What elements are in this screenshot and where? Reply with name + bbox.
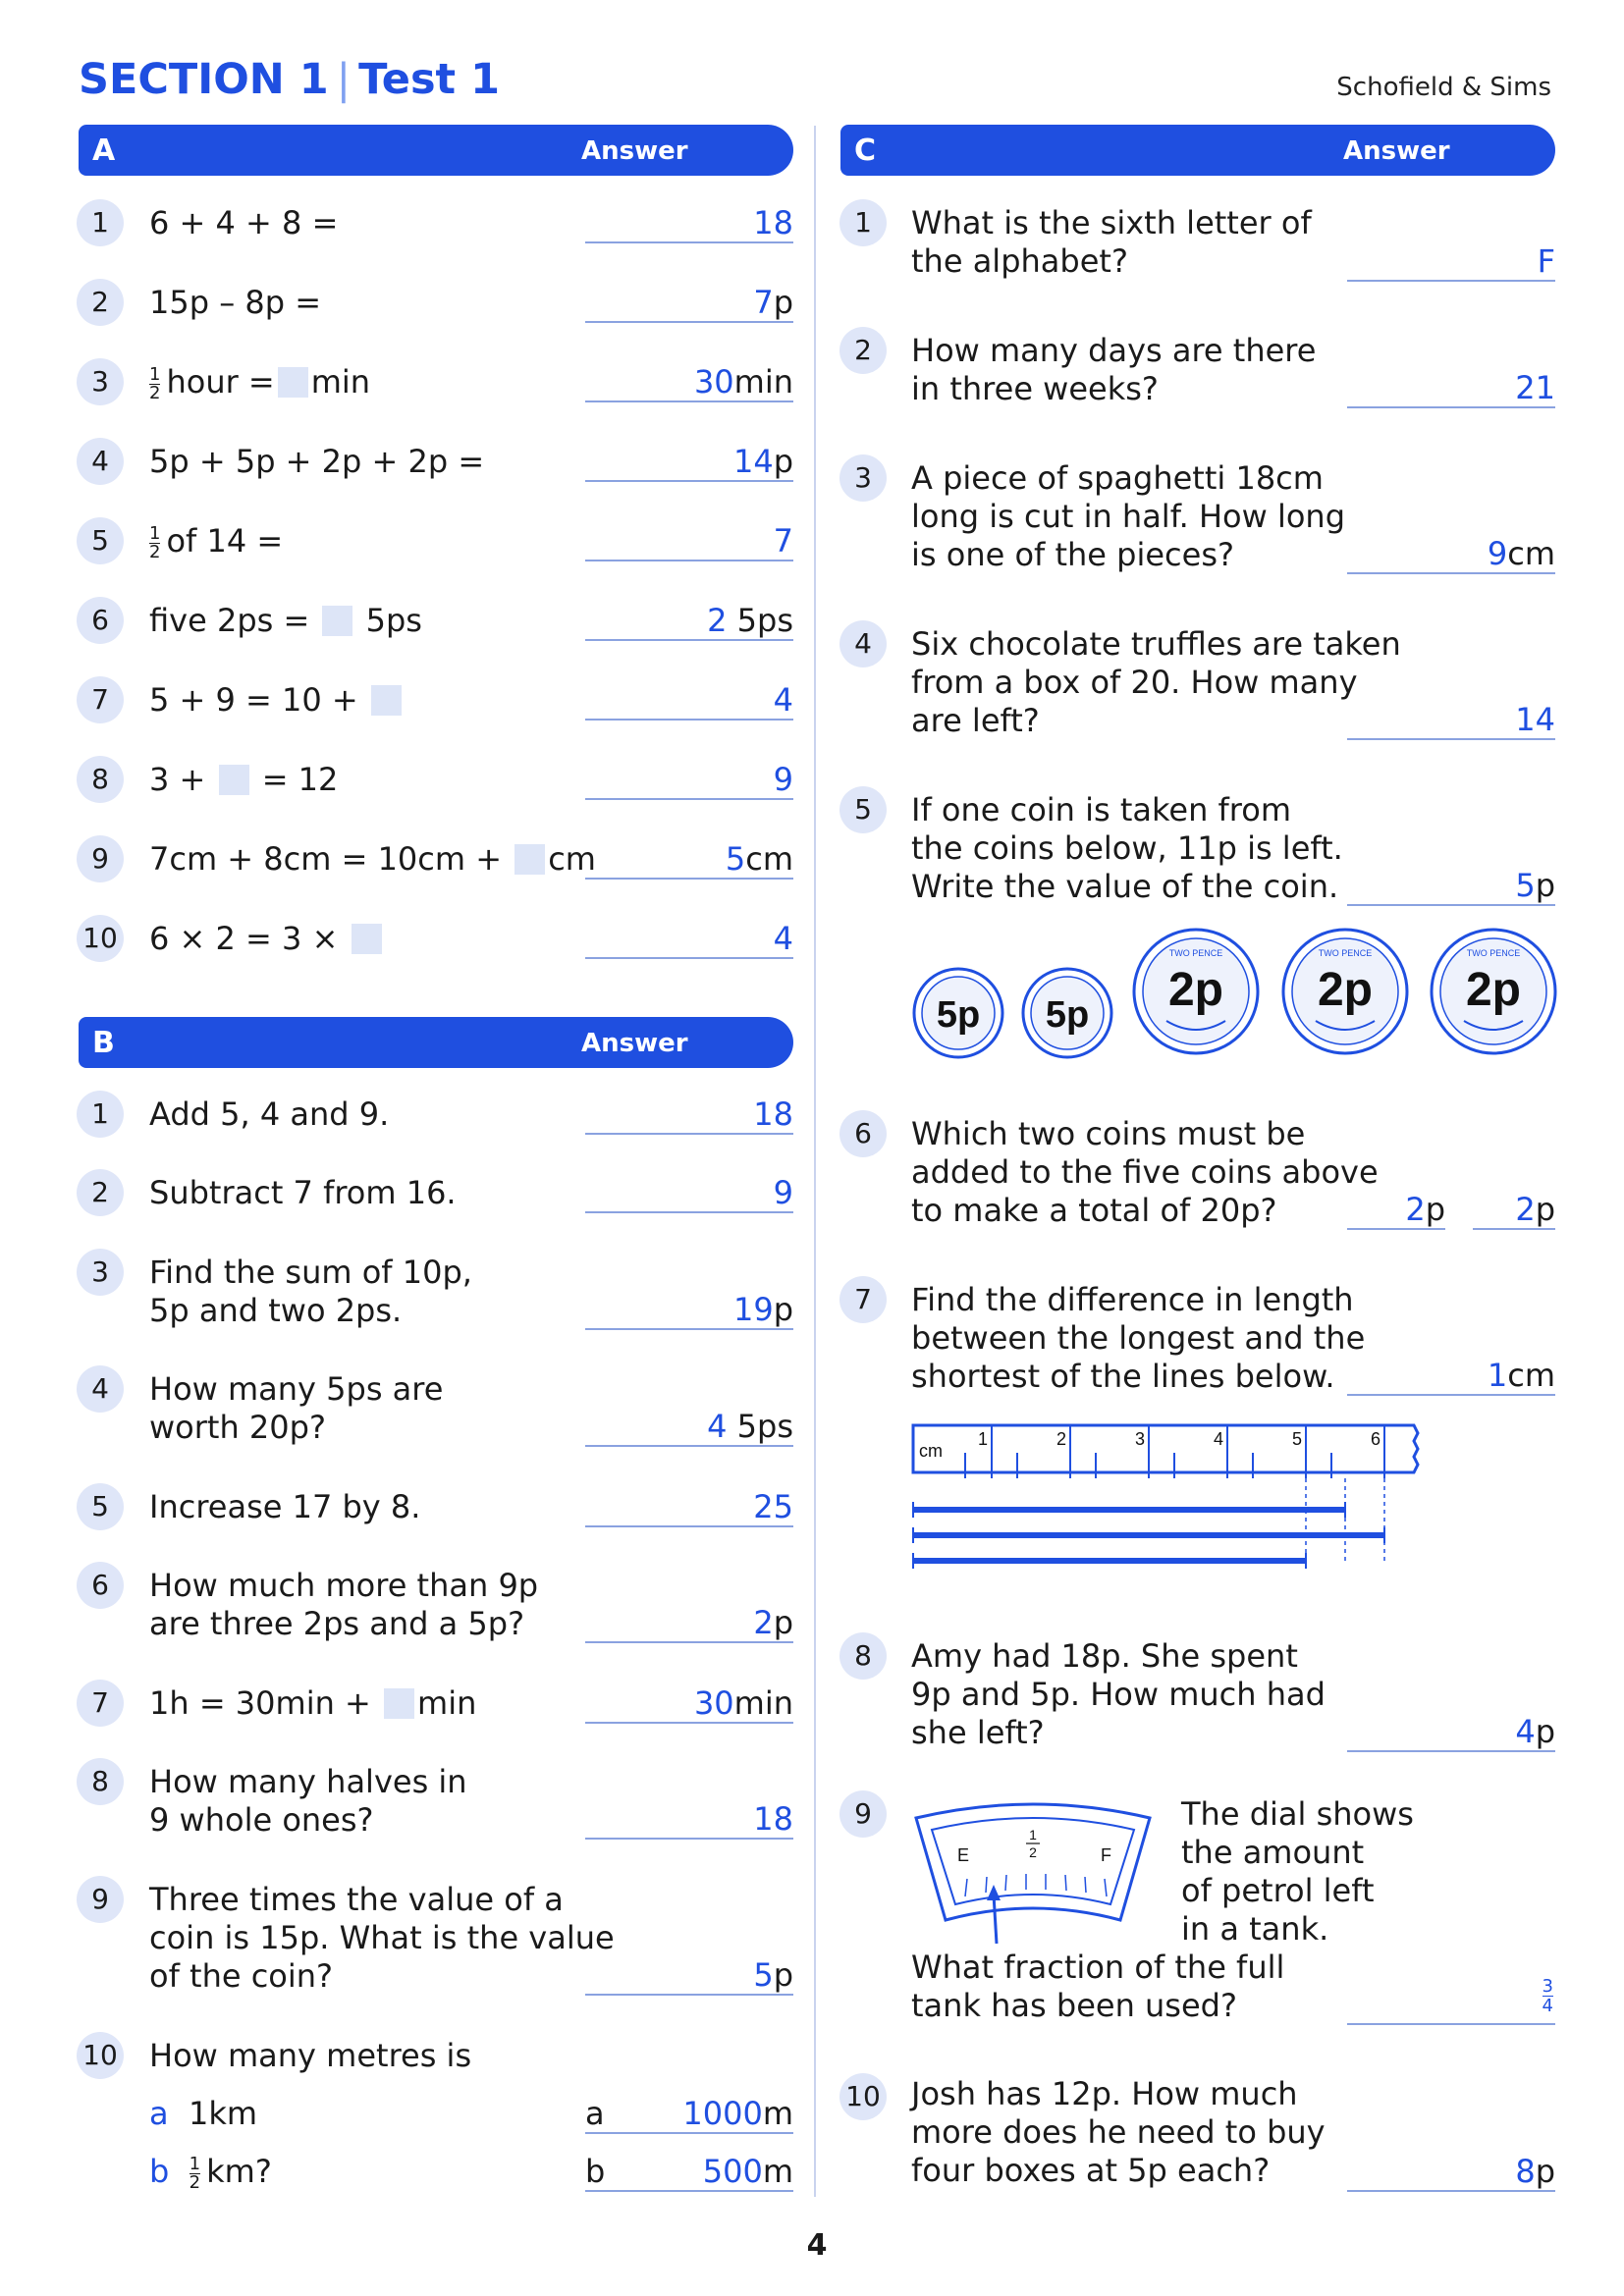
answer-value: 30min bbox=[693, 363, 793, 400]
question-number: 8 bbox=[839, 1632, 887, 1680]
answer-value: 5p bbox=[753, 1956, 793, 1994]
question-number: 10 bbox=[77, 2032, 124, 2079]
answer-heading: Answer bbox=[1343, 136, 1450, 166]
question-text: Josh has 12p. How much more does he need to buy four boxes at 5p each? bbox=[911, 2075, 1326, 2189]
answer-line bbox=[585, 400, 793, 402]
answer-value: 14p bbox=[732, 443, 793, 480]
question-text: How many days are there in three weeks? bbox=[911, 332, 1317, 407]
sub-answer-label-a: a bbox=[585, 2095, 605, 2132]
question-text: If one coin is taken from the coins below, 11p is left. Write the value of the coin. bbox=[911, 791, 1343, 905]
answer-line bbox=[585, 560, 793, 561]
answer-line bbox=[1347, 1228, 1445, 1230]
question-text: How many metres is bbox=[149, 2037, 472, 2074]
question-number: 3 bbox=[77, 358, 124, 405]
answer-value: 14 bbox=[1515, 701, 1555, 738]
section-letter: C bbox=[854, 133, 877, 168]
question-number: 2 bbox=[839, 327, 887, 374]
question-text: Six chocolate truffles are taken from a box of 20. How many are left? bbox=[911, 625, 1401, 739]
dial-half-numerator: 1 bbox=[1029, 1827, 1037, 1842]
answer-value: 9cm bbox=[1487, 535, 1555, 572]
answer-value: F bbox=[1537, 242, 1555, 280]
section-label: SECTION 1 bbox=[79, 55, 329, 104]
sub-question-a: a 1km bbox=[149, 2095, 258, 2132]
answer-value: 1cm bbox=[1487, 1357, 1555, 1394]
page-number: 4 bbox=[806, 2228, 828, 2263]
ruler-tick-label: 6 bbox=[1370, 1429, 1380, 1449]
question-text: 6 × 2 = 3 × bbox=[149, 920, 385, 958]
question-text: Increase 17 by 8. bbox=[149, 1488, 421, 1525]
coin-2p-icon bbox=[1134, 930, 1258, 1053]
coin-label: 2p bbox=[1167, 964, 1224, 1016]
ruler bbox=[913, 1425, 1418, 1478]
ruler-tick-label: 1 bbox=[977, 1429, 988, 1449]
answer-line bbox=[585, 2132, 793, 2134]
question-text: The dial shows the amount of petrol left in a tank. bbox=[1181, 1795, 1414, 1948]
answer-line bbox=[1347, 406, 1555, 408]
answer-value: 4p bbox=[1515, 1713, 1555, 1750]
question-number: 2 bbox=[77, 1169, 124, 1216]
question-number: 10 bbox=[77, 915, 124, 962]
ruler-tick-label: 2 bbox=[1056, 1429, 1066, 1449]
answer-line bbox=[1347, 1394, 1555, 1396]
coin-label: 2p bbox=[1317, 964, 1374, 1016]
section-letter: B bbox=[92, 1026, 115, 1060]
question-number: 4 bbox=[77, 1365, 124, 1413]
question-number: 9 bbox=[77, 835, 124, 882]
answer-value: 30min bbox=[693, 1684, 793, 1722]
question-number: 5 bbox=[77, 1483, 124, 1530]
dial-half-denominator: 2 bbox=[1029, 1844, 1037, 1860]
answer-value: 18 bbox=[753, 1095, 793, 1133]
answer-value: 9 bbox=[773, 761, 793, 798]
answer-line bbox=[1347, 904, 1555, 906]
answer-value: 21 bbox=[1515, 369, 1555, 406]
ruler-diagram bbox=[903, 1414, 1434, 1571]
answer-value: 25 bbox=[753, 1488, 793, 1525]
coins-illustration bbox=[903, 923, 1561, 1060]
question-text: How many halves in 9 whole ones? bbox=[149, 1763, 467, 1839]
answer-line bbox=[585, 639, 793, 641]
answer-line bbox=[585, 480, 793, 482]
answer-value: 500m bbox=[702, 2153, 793, 2190]
question-text: 7cm + 8cm = 10cm + cm bbox=[149, 840, 596, 878]
question-number: 1 bbox=[839, 199, 887, 246]
question-number: 6 bbox=[77, 597, 124, 644]
answer-line bbox=[585, 1445, 793, 1447]
question-text: Subtract 7 from 16. bbox=[149, 1174, 457, 1211]
ruler-unit-label: cm bbox=[919, 1441, 943, 1461]
question-text: How many 5ps are worth 20p? bbox=[149, 1370, 444, 1446]
question-number: 7 bbox=[77, 676, 124, 723]
question-text: Find the difference in length between the longest and the shortest of the lines below. bbox=[911, 1281, 1366, 1395]
answer-line bbox=[1347, 2190, 1555, 2192]
question-text: $\frac{1}{2}$ hour = min bbox=[149, 363, 371, 403]
answer-line bbox=[585, 1641, 793, 1643]
answer-line bbox=[1347, 2023, 1555, 2025]
question-text: $\frac{1}{2}$ of 14 = bbox=[149, 522, 284, 562]
fraction: $\frac{1}{2}$ bbox=[149, 523, 161, 562]
answer-box bbox=[322, 606, 352, 636]
coin-2p-icon bbox=[1432, 930, 1555, 1053]
coin-label: 5p bbox=[936, 994, 981, 1036]
coin-5p-icon bbox=[1023, 969, 1111, 1057]
answer-value: 19p bbox=[732, 1291, 793, 1328]
answer-heading: Answer bbox=[581, 136, 688, 166]
question-number: 9 bbox=[839, 1790, 887, 1838]
question-number: 6 bbox=[839, 1110, 887, 1157]
answer-value: 9 bbox=[773, 1174, 793, 1211]
answer-line bbox=[585, 1994, 793, 1996]
answer-value: 2p bbox=[1515, 1191, 1555, 1228]
ruler-tick-label: 5 bbox=[1291, 1429, 1302, 1449]
question-text: Which two coins must be added to the five coins above to make a total of 20p? bbox=[911, 1115, 1379, 1229]
answer-value: 1000m bbox=[682, 2095, 793, 2132]
question-number: 3 bbox=[839, 454, 887, 502]
question-number: 9 bbox=[77, 1876, 124, 1923]
publisher-name: Schofield & Sims bbox=[1336, 73, 1551, 102]
question-text: 15p – 8p = bbox=[149, 284, 322, 321]
answer-line bbox=[585, 1722, 793, 1724]
fuel-dial-diagram bbox=[908, 1798, 1164, 1946]
question-number: 2 bbox=[77, 279, 124, 326]
sub-question-b: b $\frac{1}{2}$ km? bbox=[149, 2153, 272, 2193]
answer-box bbox=[352, 924, 382, 954]
question-number: 5 bbox=[77, 517, 124, 564]
ruler-tick-label: 4 bbox=[1213, 1429, 1223, 1449]
question-number: 1 bbox=[77, 1091, 124, 1138]
question-text: 1h = 30min + min bbox=[149, 1684, 477, 1722]
length-lines bbox=[913, 1510, 1384, 1561]
answer-line bbox=[1347, 572, 1555, 574]
question-number: 6 bbox=[77, 1562, 124, 1609]
answer-value: 8p bbox=[1515, 2153, 1555, 2190]
answer-line bbox=[1347, 1750, 1555, 1752]
question-text: 5 + 9 = 10 + bbox=[149, 681, 405, 720]
question-number: 8 bbox=[77, 756, 124, 803]
answer-value: 18 bbox=[753, 204, 793, 241]
question-text: Find the sum of 10p, 5p and two 2ps. bbox=[149, 1254, 472, 1329]
coin-rim-text: TWO PENCE bbox=[1466, 948, 1521, 958]
coin-label: 2p bbox=[1465, 964, 1522, 1016]
title-separator: | bbox=[336, 55, 352, 104]
answer-line bbox=[585, 1328, 793, 1330]
dial-full-label: F bbox=[1101, 1845, 1111, 1865]
question-text: 6 + 4 + 8 = bbox=[149, 204, 339, 241]
answer-value: 4 5ps bbox=[707, 1408, 793, 1445]
question-number: 7 bbox=[77, 1680, 124, 1727]
answer-value: 2p bbox=[1405, 1191, 1445, 1228]
answer-box bbox=[384, 1688, 414, 1719]
answer-value: 7 bbox=[773, 522, 793, 560]
answer-value: 7p bbox=[753, 284, 793, 321]
coin-rim-text: TWO PENCE bbox=[1318, 948, 1373, 958]
question-text: Add 5, 4 and 9. bbox=[149, 1095, 390, 1133]
answer-line bbox=[1347, 738, 1555, 740]
column-divider bbox=[814, 126, 816, 2197]
answer-box bbox=[278, 367, 308, 398]
answer-line bbox=[1347, 280, 1555, 282]
question-number: 1 bbox=[77, 199, 124, 246]
answer-value: 5cm bbox=[725, 840, 793, 878]
question-text: A piece of spaghetti 18cm long is cut in half. How long is one of the pieces? bbox=[911, 459, 1346, 573]
coin-rim-text: TWO PENCE bbox=[1168, 948, 1223, 958]
question-text: 5p + 5p + 2p + 2p = bbox=[149, 443, 485, 480]
question-text: five 2ps = 5ps bbox=[149, 602, 422, 639]
fraction: $\frac{1}{2}$ bbox=[189, 2154, 201, 2193]
answer-line bbox=[585, 321, 793, 323]
coin-5p-icon bbox=[914, 969, 1002, 1057]
ruler-tick-label: 3 bbox=[1134, 1429, 1145, 1449]
answer-line bbox=[585, 2190, 793, 2192]
sub-answer-label-b: b bbox=[585, 2153, 606, 2190]
answer-line bbox=[585, 957, 793, 959]
answer-fraction: 3 4 bbox=[1542, 1976, 1553, 2016]
answer-box bbox=[371, 685, 402, 716]
question-text: 3 + = 12 bbox=[149, 761, 339, 798]
answer-line bbox=[585, 719, 793, 721]
answer-line bbox=[585, 798, 793, 800]
question-number: 5 bbox=[839, 786, 887, 833]
question-text: Three times the value of a coin is 15p. What is the value of the coin? bbox=[149, 1881, 615, 1995]
answer-value: 18 bbox=[753, 1800, 793, 1838]
answer-value: 4 bbox=[773, 681, 793, 719]
question-text: What fraction of the full tank has been used? bbox=[911, 1949, 1285, 2024]
answer-line bbox=[585, 1211, 793, 1213]
coin-label: 5p bbox=[1045, 994, 1090, 1036]
answer-line bbox=[585, 1838, 793, 1840]
fraction: $\frac{1}{2}$ bbox=[149, 364, 161, 403]
answer-heading: Answer bbox=[581, 1029, 688, 1058]
answer-line bbox=[585, 1525, 793, 1527]
question-number: 10 bbox=[839, 2073, 887, 2120]
section-a-header bbox=[79, 125, 793, 176]
question-number: 3 bbox=[77, 1249, 124, 1296]
answer-value: 4 bbox=[773, 920, 793, 957]
question-number: 4 bbox=[839, 620, 887, 667]
question-text: How much more than 9p are three 2ps and a 5p? bbox=[149, 1567, 539, 1642]
question-number: 8 bbox=[77, 1758, 124, 1805]
answer-line bbox=[585, 241, 793, 243]
section-b-header bbox=[79, 1017, 793, 1068]
answer-value: 5p bbox=[1515, 867, 1555, 904]
section-letter: A bbox=[92, 133, 116, 168]
coin-2p-icon bbox=[1283, 930, 1407, 1053]
answer-box bbox=[219, 765, 249, 795]
answer-value: 2p bbox=[753, 1604, 793, 1641]
answer-value: 2 5ps bbox=[707, 602, 793, 639]
answer-line bbox=[1473, 1228, 1555, 1230]
dial-empty-label: E bbox=[957, 1845, 970, 1865]
section-c-header bbox=[840, 125, 1555, 176]
question-text: What is the sixth letter of the alphabet? bbox=[911, 204, 1312, 280]
answer-line bbox=[585, 878, 793, 880]
question-number: 4 bbox=[77, 438, 124, 485]
page-title bbox=[79, 55, 500, 104]
answer-line bbox=[585, 1133, 793, 1135]
answer-box bbox=[514, 844, 545, 875]
question-text: Amy had 18p. She spent 9p and 5p. How much had she left? bbox=[911, 1637, 1326, 1751]
test-label: Test 1 bbox=[358, 55, 500, 104]
measure-guides bbox=[1306, 1478, 1384, 1563]
question-number: 7 bbox=[839, 1276, 887, 1323]
